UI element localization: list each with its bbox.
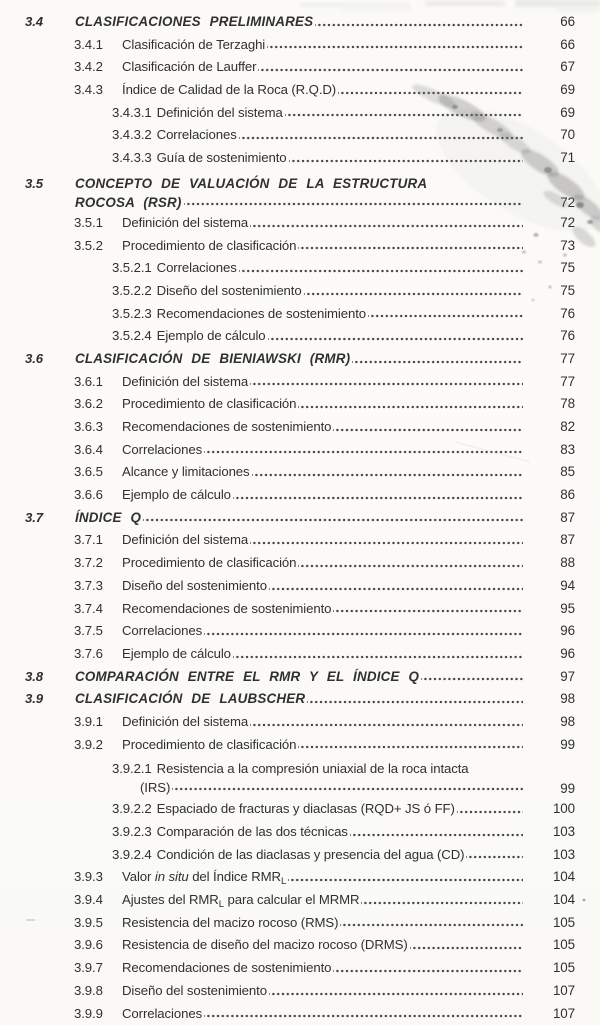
dot-leader bbox=[350, 821, 523, 844]
dot-leader bbox=[285, 102, 523, 125]
dot-leader bbox=[289, 147, 524, 170]
toc-entry bbox=[0, 439, 600, 462]
entry-number: 3.4.2 bbox=[74, 59, 103, 75]
entry-number: 3.9.4 bbox=[74, 892, 103, 908]
dot-leader bbox=[233, 643, 523, 666]
toc-entry bbox=[0, 529, 600, 552]
dot-leader bbox=[184, 193, 523, 212]
page-number: 105 bbox=[552, 960, 575, 976]
entry-title: Ejemplo de cálculo bbox=[122, 487, 231, 503]
page-number: 96 bbox=[560, 623, 575, 639]
dot-leader bbox=[204, 1003, 523, 1025]
entry-number: 3.4.3.1 bbox=[112, 104, 152, 120]
entry-title: Clasificación de Terzaghi bbox=[122, 36, 266, 52]
entry-title: Definición del sistema bbox=[122, 532, 249, 548]
entry-title-block bbox=[112, 759, 523, 797]
entry-title: Procedimiento de clasificación bbox=[122, 396, 297, 412]
entry-title-line2-row bbox=[112, 778, 523, 797]
entry-title: Comparación de las dos técnicas bbox=[156, 824, 348, 839]
dot-leader bbox=[466, 844, 523, 867]
entry-number: 3.6.2 bbox=[74, 396, 103, 412]
title-segment: L bbox=[280, 876, 287, 888]
dot-leader bbox=[269, 980, 523, 1003]
page-number: 104 bbox=[552, 892, 575, 908]
title-segment: del Índice RMR bbox=[188, 869, 281, 885]
page-number: 69 bbox=[560, 82, 575, 98]
entry-number: 3.9.2.4 bbox=[112, 846, 152, 862]
dot-leader bbox=[258, 56, 523, 79]
entry-number: 3.7.1 bbox=[74, 532, 103, 548]
dot-leader bbox=[333, 416, 523, 439]
entry-title: Procedimiento de clasificación bbox=[122, 736, 297, 752]
entry-title: Diseño del sostenimiento bbox=[122, 982, 267, 998]
page-number: 72 bbox=[560, 214, 575, 230]
toc-entry bbox=[0, 507, 600, 530]
toc-entry bbox=[0, 844, 600, 867]
dot-leader bbox=[340, 912, 523, 935]
entry-number: 3.7.3 bbox=[74, 577, 103, 593]
dot-leader bbox=[204, 439, 523, 462]
toc-entry bbox=[0, 102, 600, 125]
dot-leader bbox=[421, 666, 523, 689]
toc-entry bbox=[0, 756, 600, 798]
dot-leader bbox=[267, 34, 523, 57]
entry-number: 3.9.7 bbox=[74, 960, 103, 976]
entry-title: Definición del sistema bbox=[156, 104, 283, 120]
dot-leader bbox=[352, 348, 523, 371]
dot-leader bbox=[268, 325, 523, 348]
entry-number: 3.9.6 bbox=[74, 937, 103, 953]
entry-number: 3.6.1 bbox=[74, 373, 103, 389]
entry-title-line2: (IRS) bbox=[140, 780, 171, 796]
page-number: 94 bbox=[560, 577, 575, 593]
entry-number: 3.6.5 bbox=[74, 464, 103, 480]
page-number: 71 bbox=[560, 150, 575, 166]
entry-title: CLASIFICACIÓN DE BIENIAWSKI (RMR) bbox=[75, 350, 351, 366]
dot-leader bbox=[368, 303, 523, 326]
toc-entry bbox=[0, 484, 600, 507]
page-number: 88 bbox=[560, 555, 575, 571]
entry-number: 3.7.4 bbox=[74, 600, 103, 616]
entry-number: 3.5.2.1 bbox=[112, 260, 152, 276]
entry-number: 3.9.9 bbox=[74, 1005, 103, 1021]
entry-title: Recomendaciones de sostenimiento bbox=[122, 419, 332, 434]
toc-entry bbox=[0, 957, 600, 980]
entry-title: COMPARACIÓN ENTRE EL RMR Y EL ÍNDICE Q bbox=[75, 668, 420, 684]
entry-title: Diseño del sostenimiento bbox=[122, 577, 267, 593]
dot-leader bbox=[252, 461, 523, 484]
page-number: 70 bbox=[560, 127, 575, 143]
table-of-contents bbox=[0, 11, 600, 1025]
dot-leader bbox=[204, 620, 523, 643]
entry-number: 3.6.6 bbox=[74, 487, 103, 503]
entry-number: 3.5.2.3 bbox=[112, 305, 152, 321]
entry-number: 3.5.2.2 bbox=[112, 282, 152, 298]
dot-leader bbox=[298, 734, 523, 757]
entry-number: 3.6.4 bbox=[74, 441, 103, 457]
toc-entry bbox=[0, 56, 600, 79]
entry-number: 3.5.2.4 bbox=[112, 328, 152, 344]
toc-entry bbox=[0, 348, 600, 371]
entry-title: Resistencia a la compresión uniaxial de la roca intacta bbox=[156, 761, 469, 777]
entry-title: Procedimiento de clasificación bbox=[122, 237, 297, 253]
toc-entry bbox=[0, 821, 600, 844]
title-segment: in situ bbox=[154, 869, 189, 885]
dot-leader bbox=[361, 889, 523, 912]
entry-number: 3.7.6 bbox=[74, 645, 103, 661]
entry-title: Correlaciones bbox=[122, 1005, 203, 1021]
page-number: 98 bbox=[560, 691, 575, 707]
dot-leader bbox=[239, 124, 523, 147]
page-number: 87 bbox=[560, 509, 575, 525]
entry-title-block bbox=[75, 174, 523, 212]
entry-title-line2: ROCOSA (RSR) bbox=[75, 194, 182, 210]
page-number: 86 bbox=[560, 487, 575, 503]
entry-number: 3.9.2.2 bbox=[112, 801, 152, 817]
page-number: 69 bbox=[560, 104, 575, 120]
entry-number: 3.5.1 bbox=[74, 214, 103, 230]
toc-entry bbox=[0, 235, 600, 258]
page-number: 99 bbox=[560, 781, 575, 797]
toc-entry bbox=[0, 643, 600, 666]
toc-entry bbox=[0, 866, 600, 889]
toc-entry bbox=[0, 620, 600, 643]
dot-leader bbox=[269, 575, 523, 598]
entry-number: 3.4 bbox=[25, 14, 44, 29]
toc-entry bbox=[0, 912, 600, 935]
title-segment: para calcular el MRMR bbox=[223, 892, 360, 908]
page-number: 98 bbox=[560, 713, 575, 729]
entry-title: Ejemplo de cálculo bbox=[122, 645, 231, 661]
page-number: 95 bbox=[560, 600, 575, 616]
title-segment: Ajustes del RMR bbox=[122, 892, 219, 908]
page-number: 105 bbox=[552, 914, 575, 930]
entry-title: Recomendaciones de sostenimiento bbox=[156, 305, 367, 321]
entry-title: Guía de sostenimiento bbox=[156, 150, 287, 166]
page-number: 75 bbox=[560, 260, 575, 276]
toc-entry bbox=[0, 980, 600, 1003]
toc-entry bbox=[0, 934, 600, 957]
entry-title: Índice de Calidad de la Roca (R.Q.D) bbox=[122, 82, 337, 98]
toc-entry bbox=[0, 393, 600, 416]
entry-number: 3.8 bbox=[25, 668, 44, 684]
page-number: 107 bbox=[552, 1005, 575, 1021]
page-number: 66 bbox=[560, 14, 575, 29]
page-number: 77 bbox=[560, 373, 575, 389]
entry-title: Resistencia de diseño del macizo rocoso (DRMS) bbox=[122, 937, 408, 953]
dot-leader bbox=[172, 778, 523, 797]
dot-leader bbox=[143, 507, 523, 530]
toc-entry bbox=[0, 257, 600, 280]
dot-leader bbox=[410, 934, 523, 957]
toc-entry bbox=[0, 34, 600, 57]
dot-leader bbox=[288, 866, 523, 889]
entry-number: 3.9.2.3 bbox=[112, 824, 152, 839]
toc-entry bbox=[0, 170, 600, 212]
dot-leader bbox=[250, 371, 523, 394]
page-number: 85 bbox=[560, 464, 575, 480]
toc-entry bbox=[0, 212, 600, 235]
entry-title: Resistencia del macizo rocoso (RMS) bbox=[122, 914, 339, 930]
title-segment: L bbox=[218, 899, 224, 911]
toc-entry bbox=[0, 666, 600, 689]
dot-leader bbox=[250, 529, 523, 552]
page-number: 99 bbox=[560, 736, 575, 752]
entry-title: Diseño del sostenimiento bbox=[156, 282, 302, 298]
dot-leader bbox=[298, 393, 523, 416]
page-number: 100 bbox=[552, 801, 575, 817]
entry-number: 3.7.2 bbox=[74, 555, 103, 571]
toc-entry bbox=[0, 575, 600, 598]
toc-entry bbox=[0, 734, 600, 757]
dot-leader bbox=[239, 257, 523, 280]
page-number: 76 bbox=[560, 305, 575, 321]
page-number: 103 bbox=[552, 824, 575, 839]
dot-leader bbox=[457, 798, 523, 821]
entry-number: 3.9.1 bbox=[74, 713, 103, 729]
dot-leader bbox=[333, 957, 523, 980]
entry-number: 3.4.3 bbox=[74, 82, 103, 98]
dot-leader bbox=[250, 711, 523, 734]
entry-title: ÍNDICE Q bbox=[75, 509, 142, 525]
page-number: 76 bbox=[560, 328, 575, 344]
dot-leader bbox=[333, 598, 523, 621]
page-number: 104 bbox=[552, 869, 575, 885]
entry-number: 3.9 bbox=[25, 691, 44, 707]
entry-title: Correlaciones bbox=[122, 623, 203, 639]
entry-title: Ejemplo de cálculo bbox=[156, 328, 266, 344]
page-number: 96 bbox=[560, 645, 575, 661]
toc-entry bbox=[0, 79, 600, 102]
entry-title: Recomendaciones de sostenimiento bbox=[122, 960, 332, 976]
page-number: 87 bbox=[560, 532, 575, 548]
page-number: 77 bbox=[560, 350, 575, 366]
page-number: 97 bbox=[560, 668, 575, 684]
toc-entry bbox=[0, 325, 600, 348]
dot-leader bbox=[315, 11, 523, 34]
entry-number: 3.7.5 bbox=[74, 623, 103, 639]
toc-entry bbox=[0, 1003, 600, 1025]
page-number: 83 bbox=[560, 441, 575, 457]
toc-entry bbox=[0, 688, 600, 711]
dot-leader bbox=[233, 484, 523, 507]
entry-number: 3.9.5 bbox=[74, 914, 103, 930]
page-number: 107 bbox=[552, 982, 575, 998]
entry-title-line1 bbox=[112, 759, 523, 778]
page-number: 78 bbox=[560, 396, 575, 412]
page-number: 82 bbox=[560, 419, 575, 434]
entry-number: 3.9.8 bbox=[74, 982, 103, 998]
entry-title: Espaciado de fracturas y diaclasas (RQD+ JS ó FF) bbox=[156, 801, 455, 817]
dot-leader bbox=[298, 235, 523, 258]
entry-number: 3.6.3 bbox=[74, 419, 103, 434]
toc-entry bbox=[0, 798, 600, 821]
toc-entry bbox=[0, 303, 600, 326]
entry-title: Procedimiento de clasificación bbox=[122, 555, 297, 571]
page-number: 67 bbox=[560, 59, 575, 75]
entry-number: 3.6 bbox=[25, 350, 44, 366]
entry-title: Recomendaciones de sostenimiento bbox=[122, 600, 332, 616]
entry-title: Correlaciones bbox=[122, 441, 203, 457]
entry-title: Correlaciones bbox=[156, 260, 237, 276]
dot-leader bbox=[338, 79, 523, 102]
entry-title: CLASIFICACIONES PRELIMINARES bbox=[75, 14, 314, 29]
entry-number: 3.9.2.1 bbox=[112, 761, 152, 777]
entry-title: Definición del sistema bbox=[122, 373, 249, 389]
toc-entry bbox=[0, 124, 600, 147]
entry-number: 3.4.3.3 bbox=[112, 150, 152, 166]
entry-title: Clasificación de Lauffer bbox=[122, 59, 257, 75]
page-number: 72 bbox=[560, 194, 575, 210]
toc-entry bbox=[0, 280, 600, 303]
page-number: 66 bbox=[560, 36, 575, 52]
toc-entry bbox=[0, 416, 600, 439]
toc-entry bbox=[0, 711, 600, 734]
dot-leader bbox=[250, 212, 523, 235]
dot-leader bbox=[304, 280, 523, 303]
toc-entry bbox=[0, 371, 600, 394]
dot-leader bbox=[307, 688, 523, 711]
entry-title: Definición del sistema bbox=[122, 713, 249, 729]
entry-number: 3.5.2 bbox=[74, 237, 103, 253]
toc-entry bbox=[0, 598, 600, 621]
entry-title-line2-row bbox=[75, 193, 523, 212]
page-number: 103 bbox=[552, 846, 575, 862]
entry-title: Alcance y limitaciones bbox=[122, 464, 250, 480]
toc-entry bbox=[0, 552, 600, 575]
toc-entry bbox=[0, 889, 600, 912]
entry-title: Condición de las diaclasas y presencia del agua (CD) bbox=[156, 846, 465, 862]
page-number: 105 bbox=[552, 937, 575, 953]
page-number: 73 bbox=[560, 237, 575, 253]
entry-number: 3.4.1 bbox=[74, 36, 103, 52]
entry-number: 3.5 bbox=[25, 175, 44, 191]
dot-leader bbox=[298, 552, 523, 575]
entry-title: Definición del sistema bbox=[122, 214, 249, 230]
entry-number: 3.4.3.2 bbox=[112, 127, 152, 143]
page-number: 75 bbox=[560, 282, 575, 298]
entry-number: 3.9.3 bbox=[74, 869, 103, 885]
toc-entry bbox=[0, 147, 600, 170]
entry-title: CLASIFICACIÓN DE LAUBSCHER bbox=[75, 691, 306, 707]
title-segment: Valor bbox=[122, 869, 155, 885]
entry-number: 3.7 bbox=[25, 509, 44, 525]
entry-number: 3.9.2 bbox=[74, 736, 103, 752]
toc-entry bbox=[0, 461, 600, 484]
toc-entry bbox=[0, 11, 600, 34]
entry-title-line1: CONCEPTO DE VALUACIÓN DE LA ESTRUCTURA bbox=[75, 175, 428, 191]
entry-title: Correlaciones bbox=[156, 127, 237, 143]
